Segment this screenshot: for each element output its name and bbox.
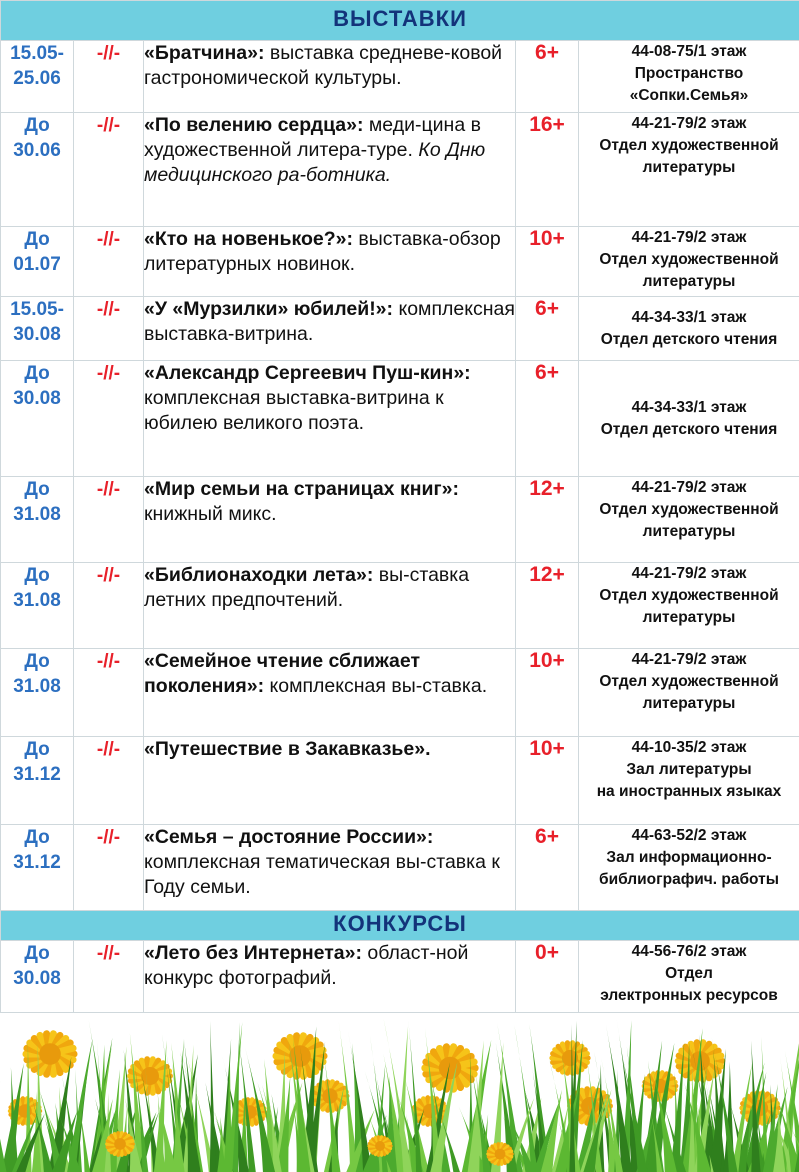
age-rating: 6+	[516, 41, 579, 113]
event-row	[1, 477, 799, 563]
location-department: Зал литературы	[626, 761, 752, 778]
location-phone-floor: 44-63-52/2 этаж	[631, 827, 747, 844]
event-location	[579, 941, 799, 1013]
section-header-row	[1, 911, 799, 941]
date-line-1: До	[24, 479, 50, 500]
schedule-body	[1, 1, 799, 1013]
location-department-2: литературы	[642, 609, 736, 626]
location-phone-floor: 44-08-75/1 этаж	[631, 43, 747, 60]
section-title: КОНКУРСЫ	[1, 911, 799, 941]
location-department-2: библиографич. работы	[599, 871, 779, 888]
location-phone-floor: 44-21-79/2 этаж	[631, 479, 747, 496]
age-rating: 6+	[516, 297, 579, 361]
location-department-2: литературы	[642, 273, 736, 290]
event-text: комплексная выставка-витрина.	[144, 298, 515, 345]
location-department: Отдел детского чтения	[600, 420, 778, 438]
event-date	[1, 477, 74, 563]
date-line-1: До	[24, 115, 50, 136]
event-date	[1, 297, 74, 361]
event-text: выставка-обзор литературных новинок.	[144, 228, 501, 275]
location-department-2: на иностранных языках	[596, 783, 782, 800]
event-location	[579, 227, 799, 297]
event-row	[1, 941, 799, 1013]
age-rating: 6+	[516, 361, 579, 477]
event-title: «Кто на новенькое?»:	[144, 228, 353, 250]
location-department-2: литературы	[642, 159, 736, 176]
location-department-2: литературы	[642, 695, 736, 712]
age-rating: 12+	[516, 477, 579, 563]
location-department-2: электронных ресурсов	[600, 987, 778, 1004]
event-description	[144, 737, 516, 825]
date-line-2: 31.08	[13, 676, 61, 697]
ditto-mark: -//-	[74, 361, 144, 477]
event-location	[579, 737, 799, 825]
location-department: Отдел художественной	[599, 673, 779, 690]
event-title: «У «Мурзилки» юбилей!»:	[144, 298, 394, 320]
event-title: «Путешествие в Закавказье».	[144, 738, 431, 760]
event-title: «Семья – достояние России»:	[144, 826, 434, 848]
event-text: област-ной конкурс фотографий.	[144, 942, 469, 989]
ditto-mark: -//-	[74, 297, 144, 361]
event-row	[1, 825, 799, 911]
location-phone-floor: 44-21-79/2 этаж	[631, 115, 747, 132]
date-line-1: До	[24, 363, 50, 384]
location-department: Отдел художественной	[599, 587, 779, 604]
event-text: книжный микс.	[144, 503, 277, 525]
date-line-2: 01.07	[13, 254, 61, 275]
ditto-mark: -//-	[74, 563, 144, 649]
event-title: «Семейное чтение сближает поколения»:	[144, 650, 421, 697]
event-description	[144, 649, 516, 737]
location-phone-floor: 44-21-79/2 этаж	[631, 229, 747, 246]
event-row	[1, 41, 799, 113]
date-line-1: До	[24, 565, 50, 586]
location-phone-floor: 44-21-79/2 этаж	[631, 651, 747, 668]
date-line-2: 25.06	[13, 68, 61, 89]
grass-dandelion-meadow-icon	[0, 1016, 799, 1172]
ditto-mark: -//-	[74, 737, 144, 825]
event-title: «Мир семьи на страницах книг»:	[144, 478, 459, 500]
location-department: Отдел художественной	[599, 501, 779, 518]
date-line-1: До	[24, 739, 50, 760]
location-department-2: «Сопки.Семья»	[629, 87, 749, 104]
event-description	[144, 113, 516, 227]
event-row	[1, 649, 799, 737]
location-department: Отдел художественной	[599, 137, 779, 154]
event-date	[1, 41, 74, 113]
event-description	[144, 227, 516, 297]
location-department: Пространство	[634, 65, 744, 82]
event-text: вы-ставка летних предпочтений.	[144, 564, 470, 611]
location-department: Зал информационно-	[606, 849, 772, 866]
event-date	[1, 113, 74, 227]
ditto-mark: -//-	[74, 41, 144, 113]
location-phone-floor: 44-34-33/1 этаж	[631, 308, 747, 326]
date-line-2: 31.12	[13, 852, 61, 873]
ditto-mark: -//-	[74, 227, 144, 297]
section-header-row	[1, 1, 799, 41]
event-description	[144, 825, 516, 911]
location-department: Отдел	[665, 965, 713, 982]
date-line-1: До	[24, 943, 50, 964]
location-department-2: литературы	[642, 523, 736, 540]
event-text: выставка средневе-ковой гастрономической культуры.	[144, 42, 503, 89]
age-rating: 10+	[516, 649, 579, 737]
event-location	[579, 563, 799, 649]
ditto-mark: -//-	[74, 113, 144, 227]
date-line-2: 31.08	[13, 504, 61, 525]
event-title: «Лето без Интернета»:	[144, 942, 362, 964]
event-date	[1, 649, 74, 737]
event-title: «Библионаходки лета»:	[144, 564, 374, 586]
ditto-mark: -//-	[74, 649, 144, 737]
event-description	[144, 297, 516, 361]
event-title: «По велению сердца»:	[144, 114, 364, 136]
ditto-mark: -//-	[74, 825, 144, 911]
event-description	[144, 477, 516, 563]
event-description	[144, 563, 516, 649]
event-date	[1, 227, 74, 297]
event-date	[1, 941, 74, 1013]
section-title: ВЫСТАВКИ	[1, 1, 799, 41]
date-line-1: 15.05-	[10, 43, 64, 64]
date-line-2: 30.08	[13, 388, 61, 409]
event-description	[144, 41, 516, 113]
event-text: комплексная выставка-витрина к юбилею великого поэта.	[144, 387, 444, 434]
event-description	[144, 361, 516, 477]
location-phone-floor: 44-21-79/2 этаж	[631, 565, 747, 582]
date-line-1: До	[24, 229, 50, 250]
ditto-mark: -//-	[74, 477, 144, 563]
date-line-1: До	[24, 827, 50, 848]
event-date	[1, 563, 74, 649]
location-phone-floor: 44-10-35/2 этаж	[631, 739, 747, 756]
event-location	[579, 361, 799, 477]
age-rating: 10+	[516, 227, 579, 297]
date-line-2: 31.12	[13, 764, 61, 785]
event-location	[579, 825, 799, 911]
event-row	[1, 563, 799, 649]
date-line-2: 30.08	[13, 324, 61, 345]
date-line-1: До	[24, 651, 50, 672]
event-row	[1, 361, 799, 477]
event-text: комплексная вы-ставка.	[264, 675, 488, 697]
event-location	[579, 41, 799, 113]
event-text: комплексная тематическая вы-ставка к Году семьи.	[144, 851, 500, 898]
event-location	[579, 649, 799, 737]
event-text: меди-цина в художественной литера-туре.	[144, 114, 481, 161]
event-title: «Александр Сергеевич Пуш-кин»:	[144, 362, 471, 384]
location-phone-floor: 44-34-33/1 этаж	[631, 398, 747, 416]
event-location	[579, 297, 799, 361]
location-department: Отдел художественной	[599, 251, 779, 268]
event-location	[579, 477, 799, 563]
location-department: Отдел детского чтения	[600, 330, 778, 348]
event-date	[1, 737, 74, 825]
age-rating: 6+	[516, 825, 579, 911]
date-line-2: 31.08	[13, 590, 61, 611]
event-title: «Братчина»:	[144, 42, 265, 64]
age-rating: 12+	[516, 563, 579, 649]
event-date	[1, 825, 74, 911]
ditto-mark: -//-	[74, 941, 144, 1013]
date-line-2: 30.08	[13, 968, 61, 989]
event-row	[1, 227, 799, 297]
age-rating: 10+	[516, 737, 579, 825]
event-row	[1, 737, 799, 825]
date-line-1: 15.05-	[10, 299, 64, 320]
event-note: Ко Дню медицинского ра-ботника.	[144, 139, 486, 186]
event-date	[1, 361, 74, 477]
location-phone-floor: 44-56-76/2 этаж	[631, 943, 747, 960]
age-rating: 16+	[516, 113, 579, 227]
event-description	[144, 941, 516, 1013]
age-rating: 0+	[516, 941, 579, 1013]
event-row	[1, 113, 799, 227]
event-row	[1, 297, 799, 361]
event-location	[579, 113, 799, 227]
date-line-2: 30.06	[13, 140, 61, 161]
